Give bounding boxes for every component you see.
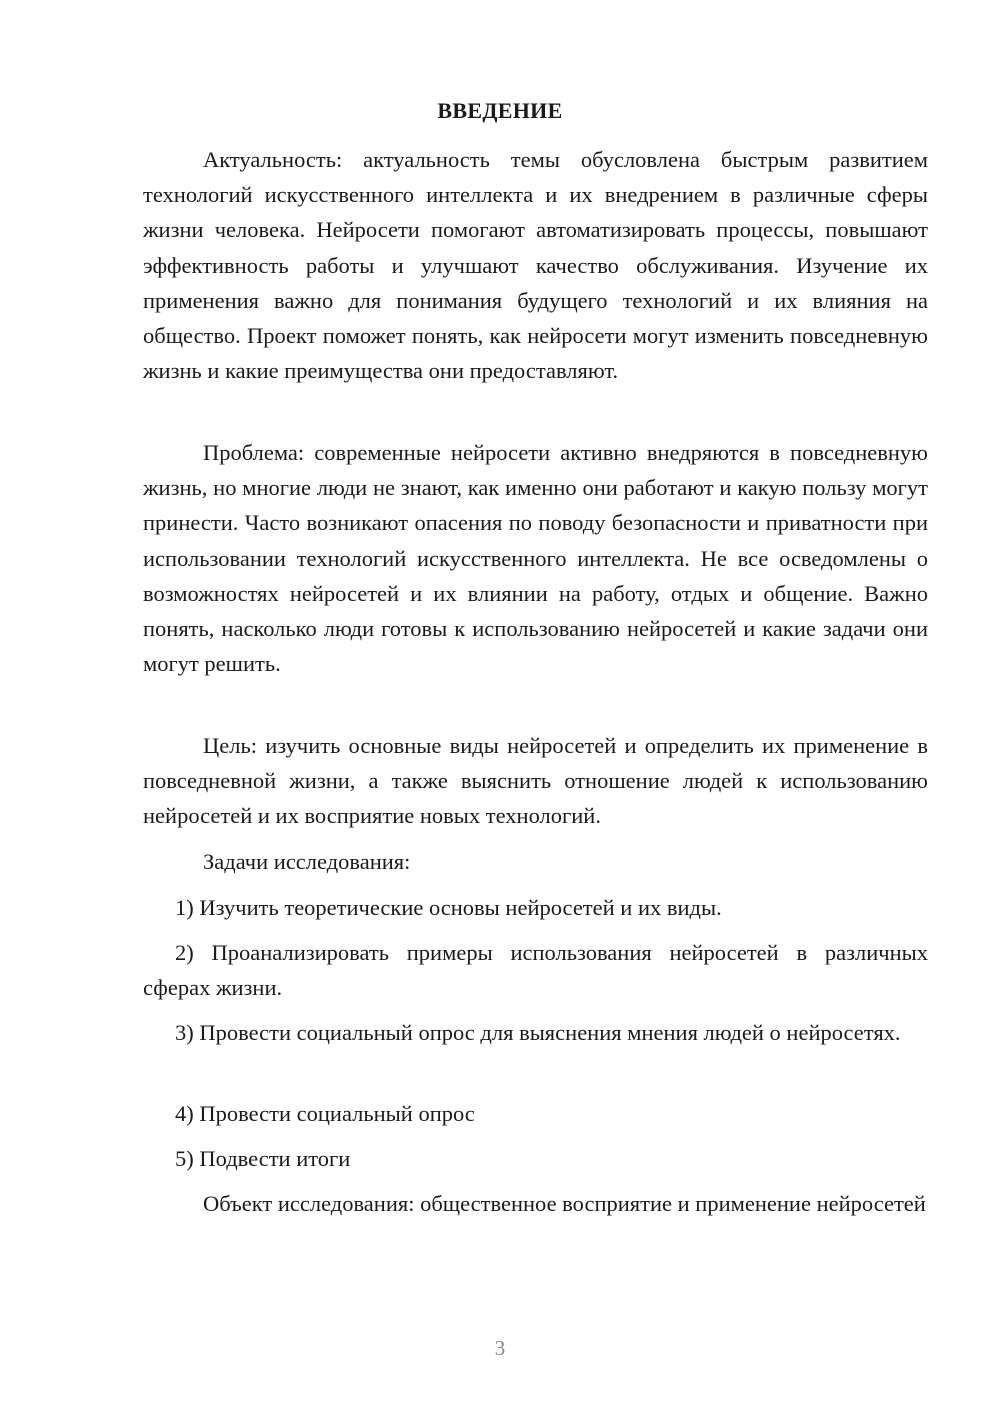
task-item-4: 4) Провести социальный опрос — [175, 1101, 475, 1126]
task-item-3: 3) Провести социальный опрос для выяснения мнения людей о нейросетях. — [175, 1020, 901, 1045]
task-item-2: 2) Проанализировать примеры использования нейросетей в различных сферах жизни. — [143, 940, 928, 1001]
goal-paragraph: Цель: изучить основные виды нейросетей и определить их применение в повседневной жизни, а также выяснить отношение людей к использованию нейросетей и их восприятие новых технологий. — [143, 733, 928, 829]
object-paragraph: Объект исследования: общественное восприятие и применение нейросетей — [203, 1191, 926, 1216]
page-number: 3 — [494, 1336, 506, 1360]
relevance-paragraph: Актуальность: актуальность темы обусловлена быстрым развитием технологий искусственного интеллекта и их внедрением в различные сферы жизни человека. Нейросети помогают автоматизировать процессы, повышают эффективность работы и улучшают качество обслуживания. Изучение их применения важно для понимания будущего технологий и их влияния на общество. Проект поможет понять, как нейросети могут изменить повседневную жизнь и какие преимущества они предоставляют. — [143, 147, 928, 384]
tasks-title: Задачи исследования: — [203, 849, 411, 874]
task-item-1: 1) Изучить теоретические основы нейросетей и их виды. — [175, 895, 722, 920]
task-item-5: 5) Подвести итоги — [175, 1146, 351, 1171]
section-heading: ВВЕДЕНИЕ — [437, 98, 563, 123]
problem-paragraph: Проблема: современные нейросети активно внедряются в повседневную жизнь, но многие люди не знают, как именно они работают и какую пользу могут принести. Часто возникают опасения по поводу безопасности и приватности при использовании технологий искусственного интеллекта. Не все осведомлены о возможностях нейросетей и их влиянии на работу, отдых и общение. Важно понять, насколько люди готовы к использованию нейросетей и какие задачи они могут решить. — [143, 440, 928, 677]
